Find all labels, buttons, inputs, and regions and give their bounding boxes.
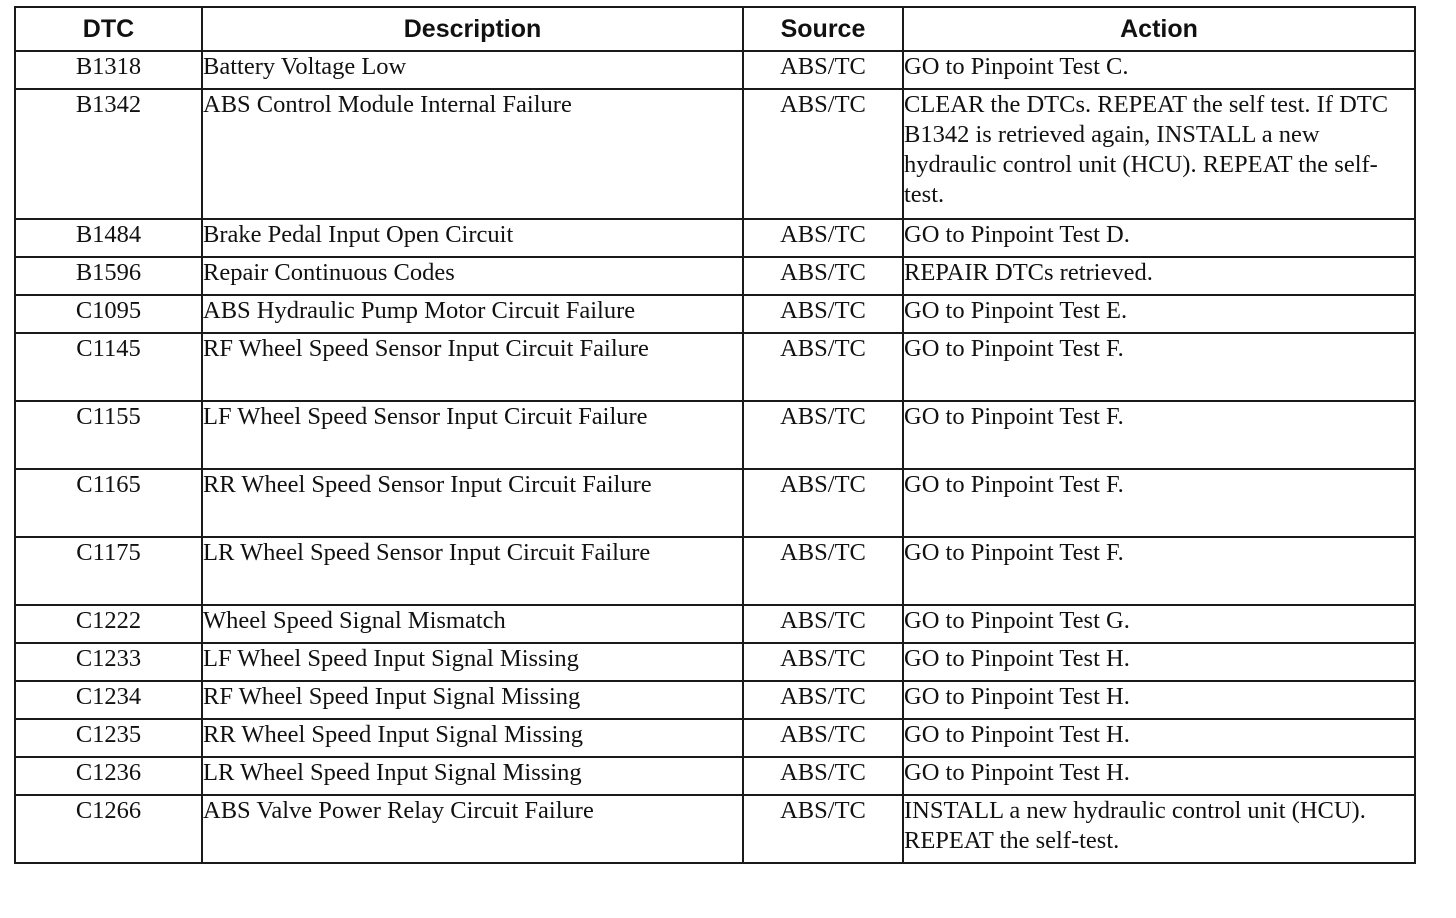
- table-row: [15, 719, 1415, 757]
- dtc-code: C1165: [15, 469, 202, 537]
- dtc-action: INSTALL a new hydraulic control unit (HCU). REPEAT the self-test.: [903, 795, 1415, 863]
- dtc-source: ABS/TC: [743, 89, 903, 219]
- dtc-table: [14, 6, 1416, 864]
- dtc-code: C1222: [15, 605, 202, 643]
- dtc-action: GO to Pinpoint Test G.: [903, 605, 1415, 643]
- dtc-code: C1233: [15, 643, 202, 681]
- dtc-action: GO to Pinpoint Test C.: [903, 51, 1415, 89]
- dtc-code: B1484: [15, 219, 202, 257]
- dtc-description: LF Wheel Speed Input Signal Missing: [202, 643, 743, 681]
- dtc-code: C1145: [15, 333, 202, 401]
- dtc-action: GO to Pinpoint Test H.: [903, 757, 1415, 795]
- dtc-description: Wheel Speed Signal Mismatch: [202, 605, 743, 643]
- dtc-source: ABS/TC: [743, 643, 903, 681]
- dtc-description: RF Wheel Speed Sensor Input Circuit Failure: [202, 333, 743, 401]
- dtc-description: Brake Pedal Input Open Circuit: [202, 219, 743, 257]
- dtc-code: C1236: [15, 757, 202, 795]
- table-row: [15, 89, 1415, 219]
- dtc-description: ABS Valve Power Relay Circuit Failure: [202, 795, 743, 863]
- dtc-code: C1235: [15, 719, 202, 757]
- header-row: [15, 7, 1415, 51]
- table-row: [15, 333, 1415, 401]
- dtc-code: C1175: [15, 537, 202, 605]
- dtc-description: LR Wheel Speed Sensor Input Circuit Failure: [202, 537, 743, 605]
- dtc-description: Battery Voltage Low: [202, 51, 743, 89]
- table-row: [15, 605, 1415, 643]
- table-row: [15, 469, 1415, 537]
- header-action: Action: [903, 7, 1415, 51]
- dtc-source: ABS/TC: [743, 257, 903, 295]
- dtc-description: LR Wheel Speed Input Signal Missing: [202, 757, 743, 795]
- dtc-action: GO to Pinpoint Test F.: [903, 537, 1415, 605]
- dtc-source: ABS/TC: [743, 795, 903, 863]
- table-row: [15, 219, 1415, 257]
- table-row: [15, 257, 1415, 295]
- dtc-source: ABS/TC: [743, 333, 903, 401]
- dtc-description: Repair Continuous Codes: [202, 257, 743, 295]
- table-row: [15, 643, 1415, 681]
- dtc-code: B1342: [15, 89, 202, 219]
- table-row: [15, 537, 1415, 605]
- dtc-action: GO to Pinpoint Test H.: [903, 643, 1415, 681]
- header-source: Source: [743, 7, 903, 51]
- dtc-action: CLEAR the DTCs. REPEAT the self test. If DTC B1342 is retrieved again, INSTALL a new hydraulic control unit (HCU). REPEAT the self-test.: [903, 89, 1415, 219]
- dtc-action: GO to Pinpoint Test F.: [903, 401, 1415, 469]
- header-description: Description: [202, 7, 743, 51]
- table-row: [15, 401, 1415, 469]
- table-row: [15, 795, 1415, 863]
- table-row: [15, 51, 1415, 89]
- dtc-code: C1234: [15, 681, 202, 719]
- dtc-description: LF Wheel Speed Sensor Input Circuit Failure: [202, 401, 743, 469]
- dtc-description: RR Wheel Speed Sensor Input Circuit Failure: [202, 469, 743, 537]
- dtc-description: ABS Hydraulic Pump Motor Circuit Failure: [202, 295, 743, 333]
- dtc-code: C1095: [15, 295, 202, 333]
- dtc-source: ABS/TC: [743, 295, 903, 333]
- dtc-source: ABS/TC: [743, 469, 903, 537]
- table-row: [15, 681, 1415, 719]
- dtc-code: B1318: [15, 51, 202, 89]
- dtc-code: C1155: [15, 401, 202, 469]
- dtc-description: ABS Control Module Internal Failure: [202, 89, 743, 219]
- header-dtc: DTC: [15, 7, 202, 51]
- dtc-source: ABS/TC: [743, 537, 903, 605]
- dtc-action: GO to Pinpoint Test F.: [903, 333, 1415, 401]
- dtc-action: GO to Pinpoint Test H.: [903, 719, 1415, 757]
- dtc-source: ABS/TC: [743, 605, 903, 643]
- dtc-source: ABS/TC: [743, 219, 903, 257]
- dtc-code: B1596: [15, 257, 202, 295]
- table-row: [15, 757, 1415, 795]
- dtc-source: ABS/TC: [743, 51, 903, 89]
- dtc-description: RF Wheel Speed Input Signal Missing: [202, 681, 743, 719]
- dtc-action: GO to Pinpoint Test F.: [903, 469, 1415, 537]
- dtc-action: GO to Pinpoint Test E.: [903, 295, 1415, 333]
- table-row: [15, 295, 1415, 333]
- dtc-description: RR Wheel Speed Input Signal Missing: [202, 719, 743, 757]
- dtc-action: GO to Pinpoint Test H.: [903, 681, 1415, 719]
- dtc-code: C1266: [15, 795, 202, 863]
- dtc-action: GO to Pinpoint Test D.: [903, 219, 1415, 257]
- dtc-source: ABS/TC: [743, 719, 903, 757]
- dtc-source: ABS/TC: [743, 401, 903, 469]
- dtc-source: ABS/TC: [743, 757, 903, 795]
- dtc-action: REPAIR DTCs retrieved.: [903, 257, 1415, 295]
- dtc-source: ABS/TC: [743, 681, 903, 719]
